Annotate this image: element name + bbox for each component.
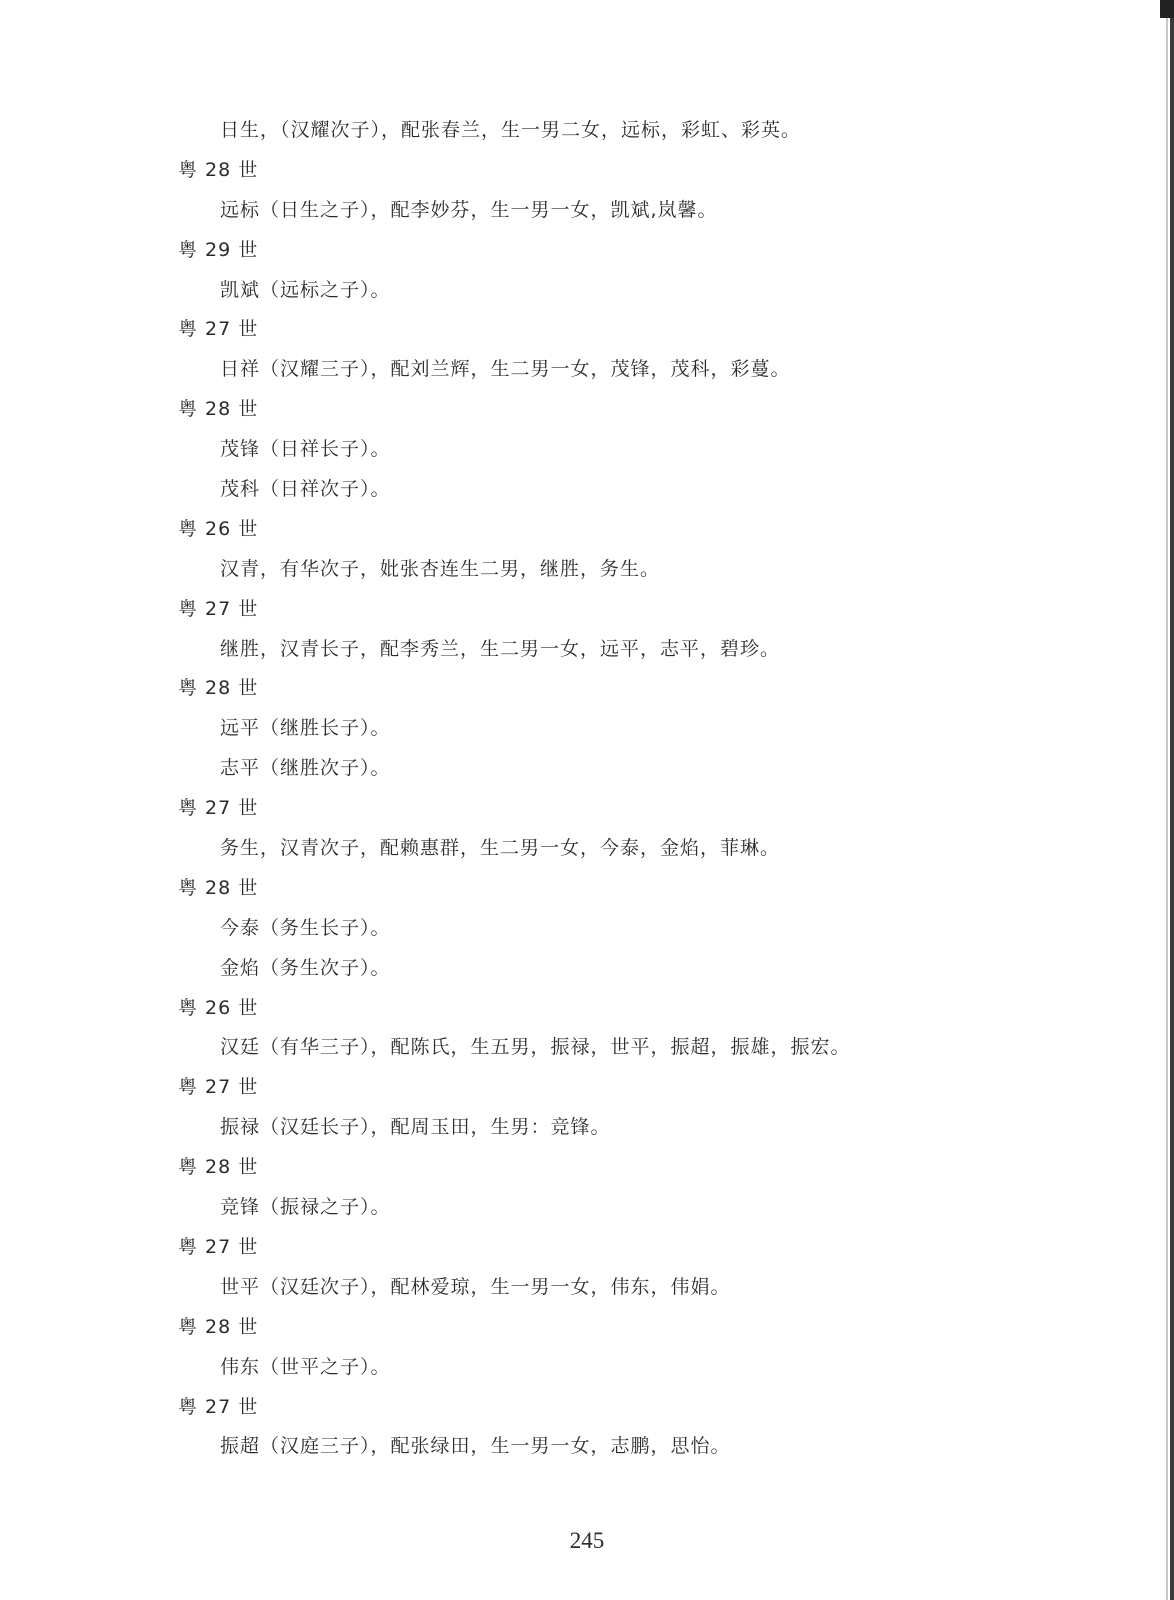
entry-line: 凯斌（远标之子）。	[220, 278, 391, 301]
genealogy-text	[0, 111, 1174, 1467]
generation-heading: 粤 27 世	[178, 318, 259, 341]
generation-heading: 粤 29 世	[178, 238, 259, 261]
generation-heading: 粤 27 世	[178, 1395, 259, 1418]
generation-heading: 粤 27 世	[178, 597, 259, 620]
entry-line: 汉青，有华次子，妣张杏连生二男，继胜，务生。	[220, 557, 661, 580]
generation-heading: 粤 28 世	[178, 677, 259, 700]
generation-heading: 粤 27 世	[178, 1235, 259, 1258]
entry-line: 振禄（汉廷长子），配周玉田，生男：竞锋。	[220, 1116, 611, 1139]
generation-heading: 粤 28 世	[178, 398, 259, 421]
entry-line: 茂锋（日祥长子）。	[220, 438, 391, 461]
entry-line: 远平（继胜长子）。	[220, 717, 391, 740]
entry-line: 汉廷（有华三子），配陈氏，生五男，振禄，世平，振超，振雄，振宏。	[220, 1036, 851, 1059]
entry-line: 远标（日生之子），配李妙芬，生一男一女，凯斌,岚馨。	[220, 198, 718, 221]
entry-line: 振超（汉庭三子），配张绿田，生一男一女，志鹏，思怡。	[220, 1435, 731, 1458]
entry-line: 世平（汉廷次子），配林爱琼，生一男一女，伟东，伟娟。	[220, 1275, 731, 1298]
scan-edge-line	[1166, 0, 1168, 1600]
scan-corner-mark	[1160, 0, 1174, 18]
entry-line: 日祥（汉耀三子），配刘兰辉，生二男一女，茂锋，茂科，彩蔓。	[220, 358, 791, 381]
entry-line: 今泰（务生长子）。	[220, 916, 391, 939]
generation-heading: 粤 26 世	[178, 996, 259, 1019]
entry-line: 务生，汉青次子，配赖惠群，生二男一女，今泰，金焰，菲琳。	[220, 837, 781, 860]
generation-heading: 粤 26 世	[178, 517, 259, 540]
generation-heading: 粤 27 世	[178, 797, 259, 820]
scan-edge-border	[1170, 0, 1174, 1600]
entry-line: 竞锋（振禄之子）。	[220, 1196, 391, 1219]
generation-heading: 粤 28 世	[178, 158, 259, 181]
entry-line: 茂科（日祥次子）。	[220, 478, 391, 501]
generation-heading: 粤 28 世	[178, 1315, 259, 1338]
entry-line: 日生，（汉耀次子），配张春兰，生一男二女，远标，彩虹、彩英。	[220, 119, 802, 141]
entry-line: 金焰（务生次子）。	[220, 956, 391, 979]
entry-line: 伟东（世平之子）。	[220, 1355, 391, 1378]
page-number: 245	[569, 1528, 605, 1553]
generation-heading: 粤 28 世	[178, 876, 259, 899]
generation-heading: 粤 28 世	[178, 1156, 259, 1179]
generation-heading: 粤 27 世	[178, 1076, 259, 1099]
entry-line: 继胜，汉青长子，配李秀兰，生二男一女，远平，志平，碧珍。	[220, 637, 781, 660]
entry-line: 志平（继胜次子）。	[220, 757, 391, 780]
